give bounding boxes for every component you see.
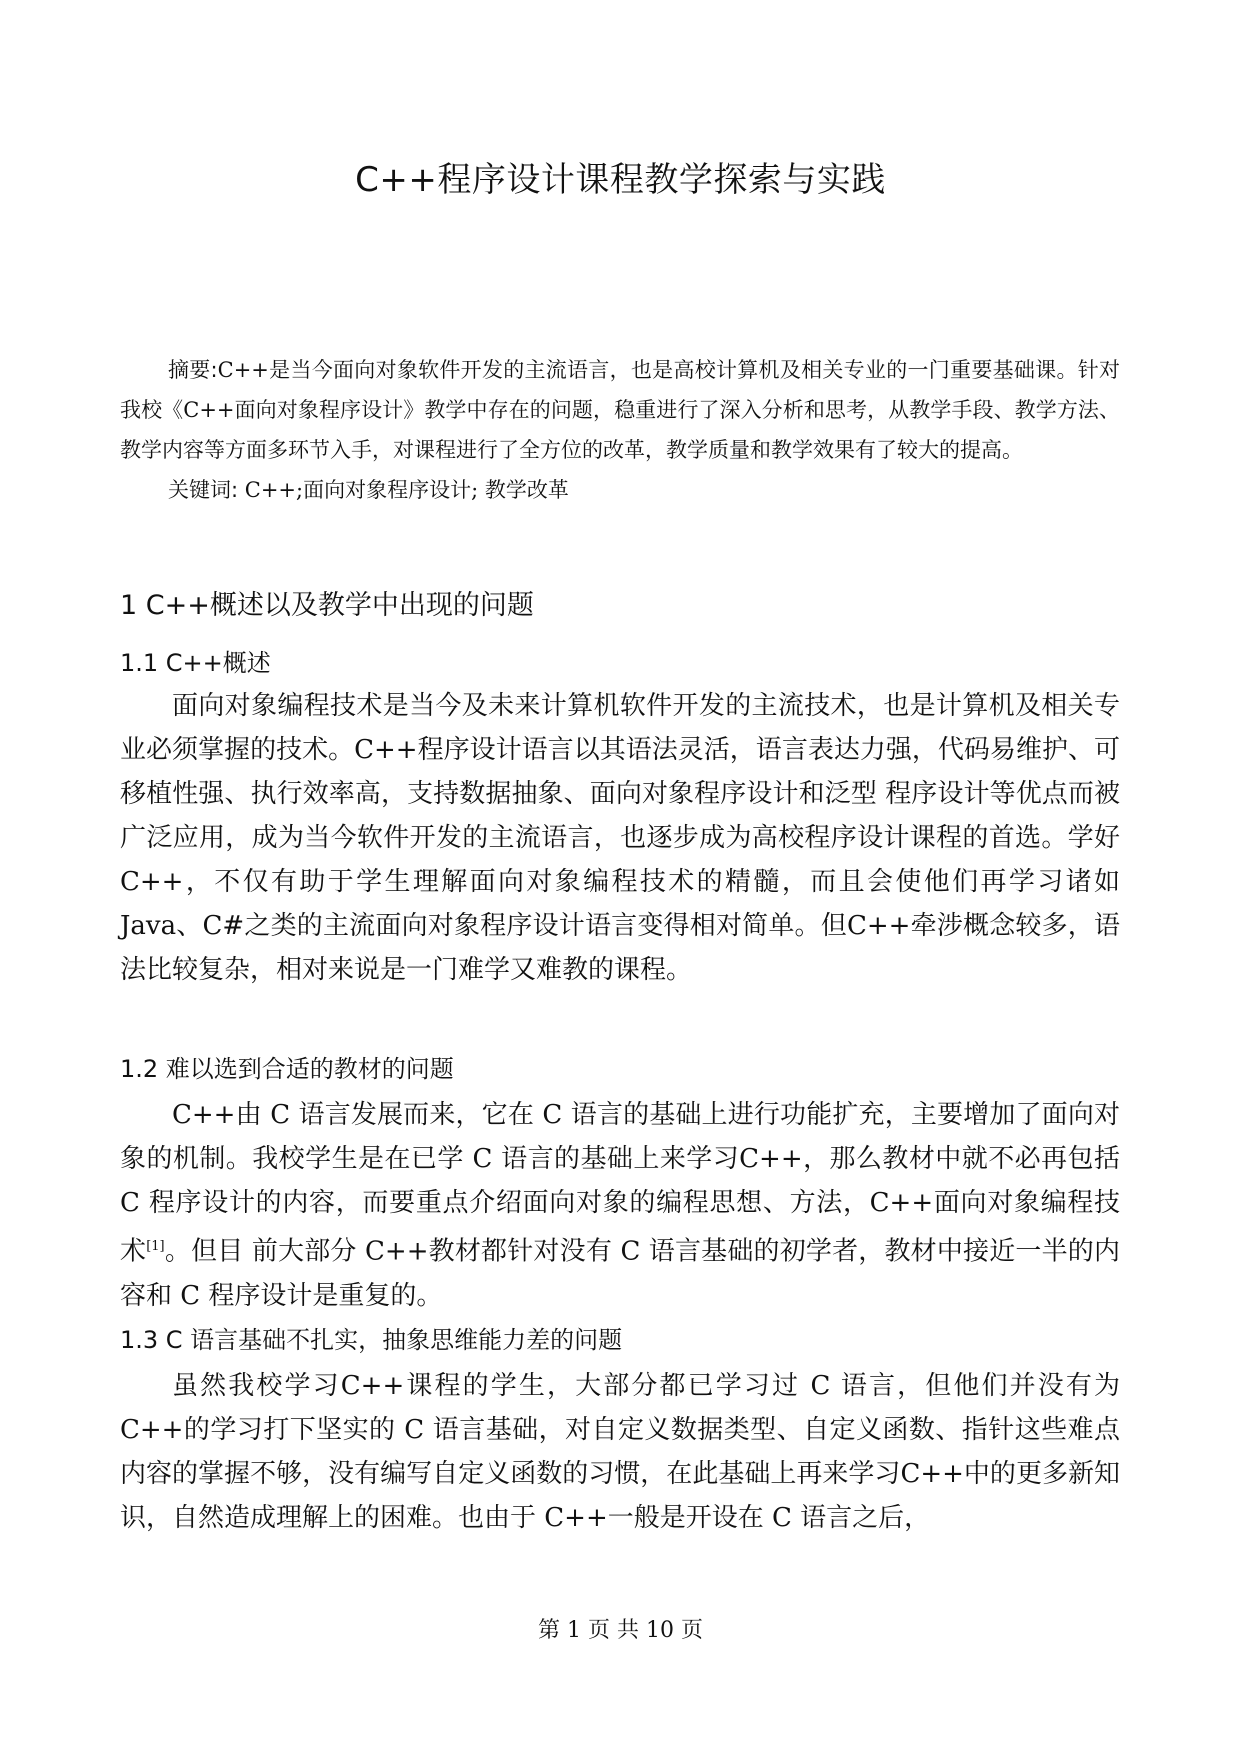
section-1-2-body	[120, 1093, 1120, 1318]
document-title: C++程序设计课程教学探索与实践	[355, 160, 886, 200]
abstract-paragraph	[120, 350, 1120, 470]
section-1-1-body	[120, 684, 1120, 992]
section-1-2-paragraph	[120, 1093, 1120, 1318]
keywords-paragraph	[120, 470, 1120, 510]
abstract-block	[120, 350, 1120, 510]
section-1-heading: 1 C++概述以及教学中出现的问题	[120, 590, 534, 621]
section-1-3-body	[120, 1364, 1120, 1540]
section-1-2-text-a: C++由 C 语言发展而来，它在 C 语言的基础上进行功能扩充，主要增加了面向对象的机制。我校学生是在已学 C 语言的基础上来学习C++，那么教材中就不必再包括 C 程序设计的内容，而要重点介绍面向对象的编程思想、方法，C++面向对象编程技术	[120, 1100, 1120, 1267]
section-1-3-paragraph: 虽然我校学习C++课程的学生，大部分都已学习过 C 语言，但他们并没有为C++的学习打下坚实的 C 语言基础，对自定义数据类型、自定义函数、指针这些难点内容的掌握不够，没有编写自定义函数的习惯，在此基础上再来学习C++中的更多新知识，自然造成理解上的困难。也由于 C++一般是开设在 C 语言之后，	[120, 1371, 1120, 1533]
section-1-1-paragraph: 面向对象编程技术是当今及未来计算机软件开发的主流技术，也是计算机及相关专业必须掌握的技术。C++程序设计语言以其语法灵活，语言表达力强，代码易维护、可移植性强、执行效率高，支持数据抽象、面向对象程序设计和泛型 程序设计等优点而被广泛应用，成为当今软件开发的主流语言，也逐步成为高校程序设计课程的首选。学好 C++，不仅有助于学生理解面向对象编程技术的精髓，而且会使他们再学习诸如 Java、C#之类的主流面向对象程序设计语言变得相对简单。但C++牵涉概念较多，语法比较复杂，相对来说是一门难学又难教的课程。	[120, 691, 1120, 985]
section-1-3-heading: 1.3 C 语言基础不扎实，抽象思维能力差的问题	[120, 1326, 623, 1354]
keywords-text: C++;面向对象程序设计; 教学改革	[244, 478, 569, 502]
page-footer: 第 1 页 共 10 页	[538, 1618, 703, 1643]
section-1-1-heading: 1.1 C++概述	[120, 649, 271, 677]
citation-ref: [1]	[146, 1239, 165, 1254]
keywords-label: 关键词:	[168, 478, 239, 502]
section-1-2-text-b: 。但目 前大部分 C++教材都针对没有 C 语言基础的初学者，教材中接近一半的内容和 C 程序设计是重复的。	[120, 1236, 1120, 1311]
abstract-label: 摘要:	[168, 358, 218, 382]
abstract-text: C++是当今面向对象软件开发的主流语言，也是高校计算机及相关专业的一门重要基础课。针对我校《C++面向对象程序设计》教学中存在的问题，稳重进行了深入分析和思考，从教学手段、教学方法、教学内容等方面多环节入手，对课程进行了全方位的改革，教学质量和教学效果有了较大的提高。	[120, 358, 1120, 462]
section-1-2-heading: 1.2 难以选到合适的教材的问题	[120, 1055, 454, 1083]
